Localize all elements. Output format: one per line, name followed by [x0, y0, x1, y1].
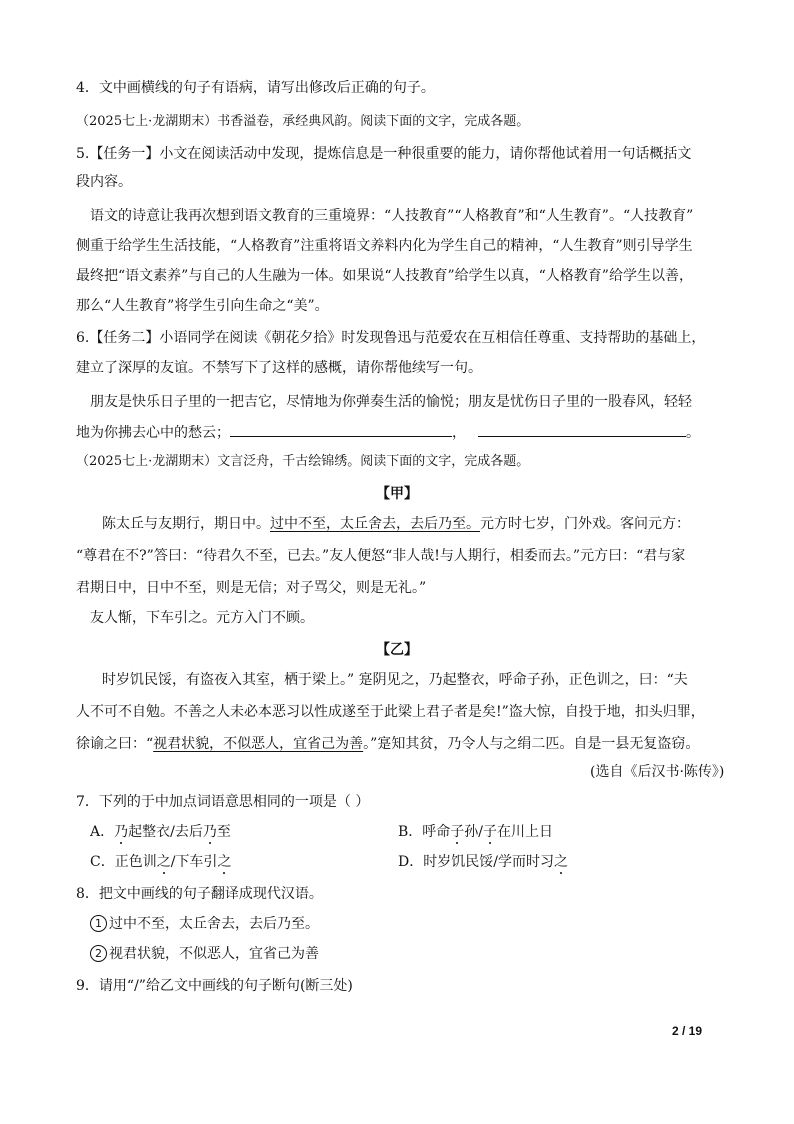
option-c-text-1: 正色训: [114, 854, 157, 870]
option-c[interactable]: [90, 852, 231, 872]
circled-number-1: 1: [90, 915, 107, 932]
question-6-line-1: 6.【任务二】小语同学在阅读《朝花夕拾》时发现鲁迅与范爱农在互相信任尊重、支持帮助的基础上，: [76, 330, 706, 346]
question-5-line-1: 5.【任务一】小文在阅读活动中发现，提炼信息是一种很重要的能力，请你帮他试着用一句话概括文: [76, 146, 692, 162]
option-d-label: D．: [398, 854, 424, 870]
question-7: 7．下列的于中加点词语意思相同的一项是（ ）: [76, 794, 370, 810]
circled-number-2: 2: [90, 945, 107, 962]
option-d-text-1: 时岁饥民馁/学而时习: [423, 854, 554, 870]
option-b-label: B．: [398, 824, 423, 840]
yi-source-citation: (选自《后汉书·陈传》): [590, 764, 725, 780]
friendship-prefix: 地为你拂去心中的愁云；: [76, 425, 230, 441]
option-c-dotted-word-1: 之: [156, 854, 171, 870]
question-8-sentence-1: 过中不至，太丘舍去，去后乃至。: [109, 916, 319, 932]
option-b-dotted-word-2: 子: [483, 824, 498, 840]
answer-blank-2[interactable]: [478, 422, 686, 437]
option-d[interactable]: [398, 852, 568, 872]
passage-jia-heading: 【甲】: [376, 486, 418, 502]
option-a-dotted-word-2: 乃: [202, 824, 217, 840]
passage-line-2: 侧重于给学生生活技能，“人格教育”注重将语文养料内化为学生自己的精神，“人生教育”则引导学生: [76, 238, 693, 254]
option-b-text-3: 在川上日: [497, 824, 554, 840]
option-a-text-2: 起整衣/去后: [128, 824, 203, 840]
section-source-1: （2025七上·龙湖期末）书香溢卷，承经典风韵。阅读下面的文字，完成各题。: [76, 114, 530, 129]
jia-line-2: “尊君在不?”答曰：“待君久不至，已去。”友人便怒“非人哉!与人期行，相委而去。”元方曰：“君与家: [76, 548, 686, 564]
yi-underlined-sentence: 视君状貌，不似恶人，宜省己为善: [153, 736, 364, 752]
option-c-label: C．: [90, 854, 115, 870]
question-9: 9．请用“/”给乙文中画线的句子断句(断三处): [76, 978, 353, 994]
jia-line-3: 君期日中，日中不至，则是无信；对子骂父，则是无礼。”: [76, 580, 427, 596]
yi-line-1: 时岁饥民馁，有盗夜入其室，栖于梁上。” 寔阴见之，乃起整衣，呼命子孙，正色训之，曰：“夫: [102, 672, 688, 688]
option-a[interactable]: [90, 822, 231, 842]
question-8: 8．把文中画线的句子翻译成现代汉语。: [76, 886, 323, 902]
section-source-2: （2025七上·龙湖期末）文言泛舟，千古绘锦绣。阅读下面的文字，完成各题。: [76, 454, 530, 469]
answer-blank-1[interactable]: [230, 422, 452, 437]
jia-line-1: [102, 514, 690, 534]
passage-line-3: 最终把“语文素养”与自己的人生融为一体。如果说“人技教育”给学生以真，“人格教育”给学生以善，: [76, 268, 693, 284]
question-8-sentence-2: 视君状貌，不似恶人，宜省己为善: [109, 946, 319, 962]
option-d-dotted-word-1: 之: [553, 854, 568, 870]
passage-line-4: 那么“人生教育”将学生引向生命之“美”。: [76, 298, 329, 314]
option-b-text-2: 孙/: [464, 824, 484, 840]
jia-line-1-end: 元方时七岁，门外戏。客问元方：: [480, 516, 690, 532]
blank-separator: ，: [452, 425, 466, 441]
option-a-label: A．: [90, 824, 115, 840]
jia-line-4: 友人惭，下车引之。元方入门不顾。: [90, 610, 314, 626]
yi-line-3: [76, 734, 699, 754]
option-c-text-2: /下车引: [170, 854, 218, 870]
option-a-dotted-word-1: 乃: [114, 824, 129, 840]
blank-end: 。: [686, 425, 700, 441]
page-number: 2 / 19: [672, 1024, 703, 1038]
friendship-line-2: [76, 422, 700, 443]
option-a-text-3: 至: [216, 824, 231, 840]
jia-underlined-sentence: 过中不至，太丘舍去，去后乃至。: [270, 516, 480, 532]
yi-line-3-end: 。”寔知其贫，乃令人与之绢二匹。自是一县无复盗窃。: [363, 736, 700, 752]
question-8-item-2: [90, 944, 319, 964]
question-5-line-2: 段内容。: [76, 174, 132, 190]
question-4: 4．文中画横线的句子有语病，请写出修改后正确的句子。: [76, 80, 435, 96]
friendship-line-1: 朋友是快乐日子里的一把吉它，尽情地为你弹奏生活的愉悦；朋友是忧伤日子里的一股春风，轻轻: [90, 394, 692, 410]
option-b-text-1: 呼命: [422, 824, 451, 840]
option-b-dotted-word-1: 子: [450, 824, 465, 840]
passage-line-1: 语文的诗意让我再次想到语文教育的三重境界：“人技教育”“人格教育”和“人生教育”。“人技教育”: [90, 208, 694, 224]
option-b[interactable]: [398, 822, 553, 842]
yi-line-2: 人不可不自勉。不善之人未必本恶习以性成遂至于此梁上君子者是矣!”盗大惊，自投于地，扣头归罪，: [76, 704, 705, 720]
yi-line-3-start: 徐谕之曰：“: [76, 736, 154, 752]
question-6-line-2: 建立了深厚的友谊。不禁写下了这样的感概，请你帮他续写一句。: [76, 360, 482, 376]
passage-yi-heading: 【乙】: [376, 642, 418, 658]
jia-line-1-start: 陈太丘与友期行，期日中。: [102, 516, 270, 532]
option-c-dotted-word-2: 之: [217, 854, 232, 870]
question-8-item-1: [90, 914, 319, 934]
